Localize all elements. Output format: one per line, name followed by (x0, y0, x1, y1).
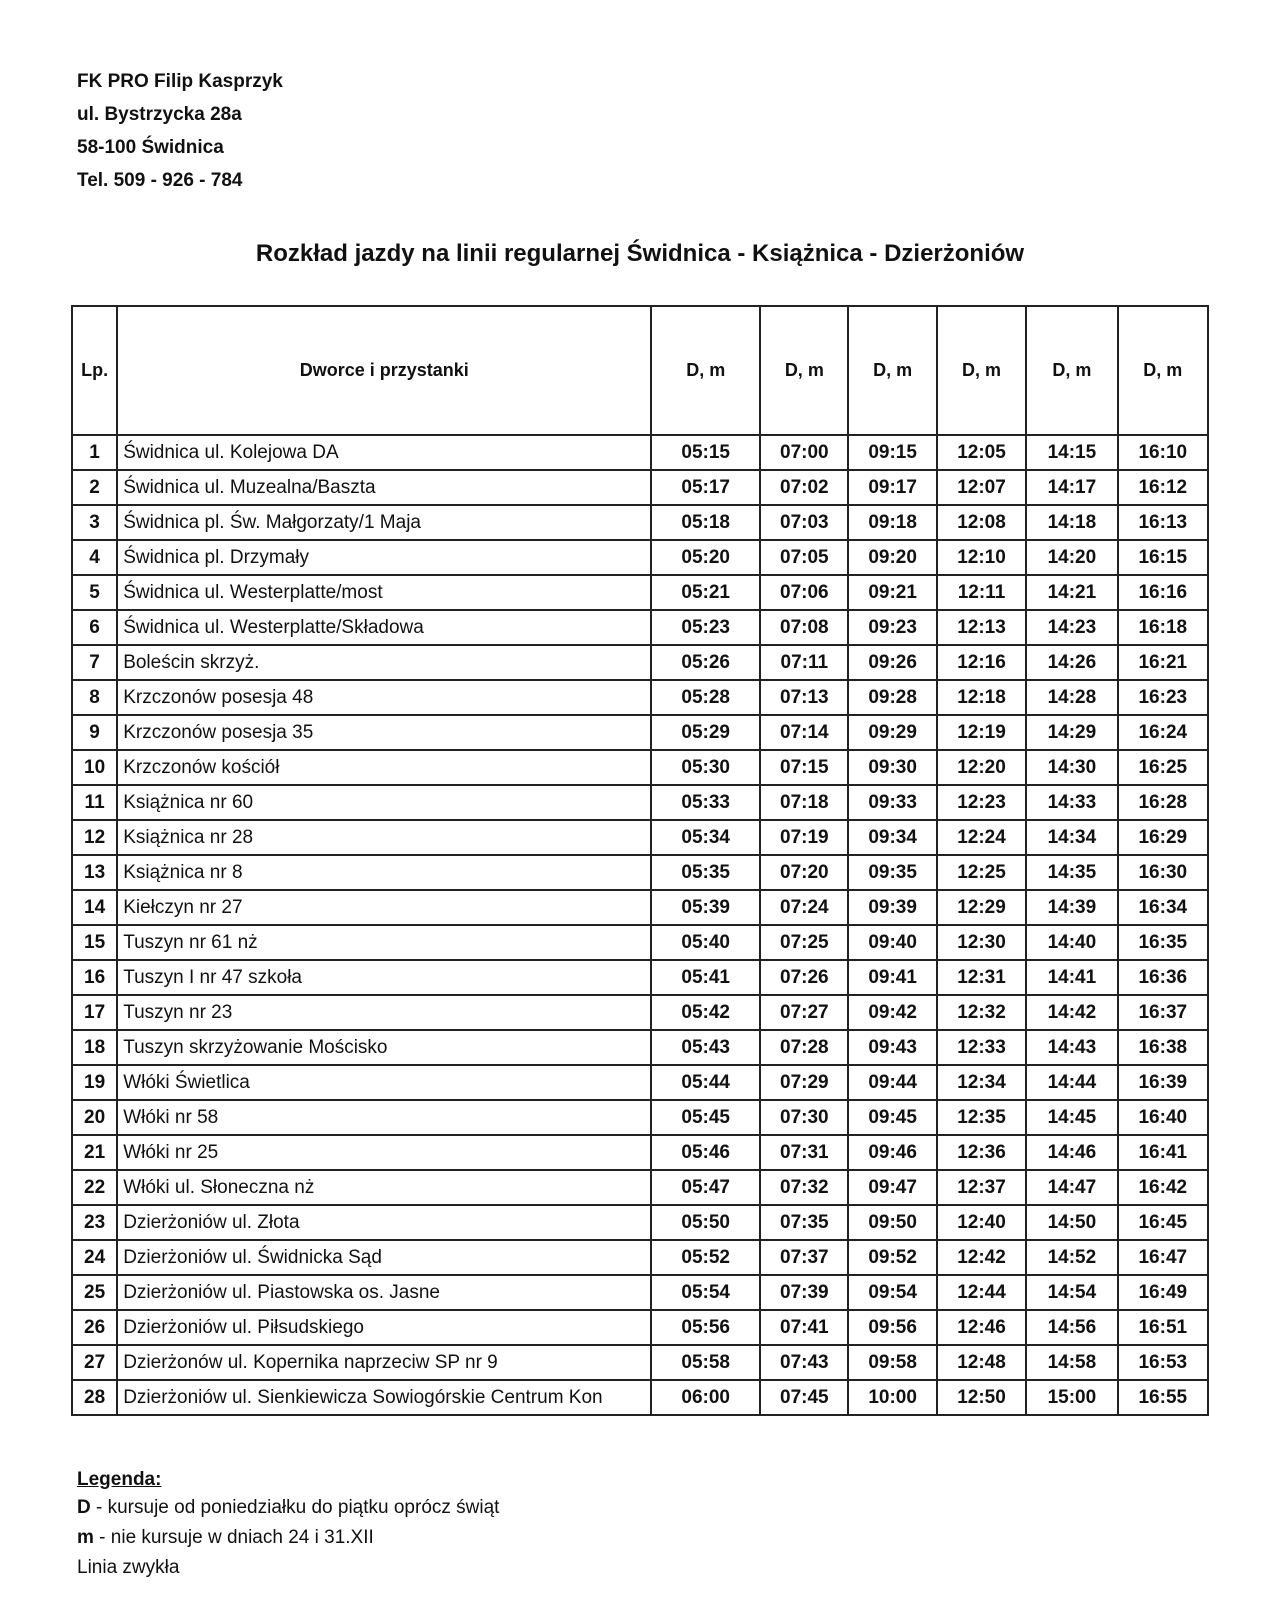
row-number: 6 (72, 610, 117, 645)
departure-time: 07:35 (760, 1205, 848, 1240)
departure-time: 05:30 (651, 750, 760, 785)
col-header-course: D, m (760, 306, 848, 435)
departure-time: 07:32 (760, 1170, 848, 1205)
departure-time: 05:44 (651, 1065, 760, 1100)
table-row (72, 1345, 1208, 1380)
departure-time: 07:00 (760, 435, 848, 470)
departure-time: 16:38 (1118, 1030, 1208, 1065)
departure-time: 16:40 (1118, 1100, 1208, 1135)
row-number: 25 (72, 1275, 117, 1310)
departure-time: 14:30 (1026, 750, 1117, 785)
departure-time: 14:21 (1026, 575, 1117, 610)
departure-time: 09:50 (848, 1205, 936, 1240)
table-row (72, 1100, 1208, 1135)
departure-time: 16:13 (1118, 505, 1208, 540)
departure-time: 07:13 (760, 680, 848, 715)
departure-time: 07:15 (760, 750, 848, 785)
departure-time: 12:34 (937, 1065, 1026, 1100)
departure-time: 09:20 (848, 540, 936, 575)
departure-time: 09:23 (848, 610, 936, 645)
table-row (72, 435, 1208, 470)
departure-time: 16:10 (1118, 435, 1208, 470)
departure-time: 16:23 (1118, 680, 1208, 715)
table-row (72, 575, 1208, 610)
row-number: 26 (72, 1310, 117, 1345)
departure-time: 07:31 (760, 1135, 848, 1170)
row-number: 28 (72, 1380, 117, 1415)
departure-time: 16:18 (1118, 610, 1208, 645)
row-number: 10 (72, 750, 117, 785)
stop-name: Boleścin skrzyż. (117, 645, 651, 680)
departure-time: 12:31 (937, 960, 1026, 995)
departure-time: 14:52 (1026, 1240, 1117, 1275)
departure-time: 07:27 (760, 995, 848, 1030)
departure-time: 12:10 (937, 540, 1026, 575)
departure-time: 05:35 (651, 855, 760, 890)
row-number: 2 (72, 470, 117, 505)
company-street: ul. Bystrzycka 28a (77, 104, 242, 125)
stop-name: Krzczonów posesja 35 (117, 715, 651, 750)
departure-time: 05:39 (651, 890, 760, 925)
company-city: 58-100 Świdnica (77, 137, 224, 158)
table-row (72, 540, 1208, 575)
table-row (72, 1135, 1208, 1170)
departure-time: 12:23 (937, 785, 1026, 820)
departure-time: 09:26 (848, 645, 936, 680)
departure-time: 05:15 (651, 435, 760, 470)
departure-time: 07:14 (760, 715, 848, 750)
table-row (72, 505, 1208, 540)
departure-time: 07:28 (760, 1030, 848, 1065)
departure-time: 09:47 (848, 1170, 936, 1205)
row-number: 13 (72, 855, 117, 890)
departure-time: 12:08 (937, 505, 1026, 540)
stop-name: Książnica nr 8 (117, 855, 651, 890)
departure-time: 07:19 (760, 820, 848, 855)
departure-time: 14:35 (1026, 855, 1117, 890)
departure-time: 05:56 (651, 1310, 760, 1345)
departure-time: 12:25 (937, 855, 1026, 890)
row-number: 1 (72, 435, 117, 470)
departure-time: 16:35 (1118, 925, 1208, 960)
table-row (72, 1205, 1208, 1240)
stop-name: Książnica nr 60 (117, 785, 651, 820)
stop-name: Tuszyn skrzyżowanie Mościsko (117, 1030, 651, 1065)
departure-time: 09:52 (848, 1240, 936, 1275)
table-row (72, 750, 1208, 785)
departure-time: 07:29 (760, 1065, 848, 1100)
page-title: Rozkład jazdy na linii regularnej Świdnica - Książnica - Dzierżoniów (255, 240, 1025, 267)
stop-name: Świdnica ul. Muzealna/Baszta (117, 470, 651, 505)
departure-time: 05:26 (651, 645, 760, 680)
departure-time: 14:26 (1026, 645, 1117, 680)
stop-name: Krzczonów kościół (117, 750, 651, 785)
stop-name: Dzierżoniów ul. Złota (117, 1205, 651, 1240)
departure-time: 09:17 (848, 470, 936, 505)
departure-time: 14:45 (1026, 1100, 1117, 1135)
departure-time: 12:42 (937, 1240, 1026, 1275)
stop-name: Tuszyn I nr 47 szkoła (117, 960, 651, 995)
departure-time: 09:34 (848, 820, 936, 855)
table-row (72, 715, 1208, 750)
departure-time: 05:23 (651, 610, 760, 645)
row-number: 3 (72, 505, 117, 540)
departure-time: 12:33 (937, 1030, 1026, 1065)
row-number: 9 (72, 715, 117, 750)
table-row (72, 855, 1208, 890)
row-number: 16 (72, 960, 117, 995)
departure-time: 14:34 (1026, 820, 1117, 855)
departure-time: 09:41 (848, 960, 936, 995)
row-number: 5 (72, 575, 117, 610)
departure-time: 10:00 (848, 1380, 936, 1415)
row-number: 19 (72, 1065, 117, 1100)
legend-text-m: - nie kursuje w dniach 24 i 31.XII (93, 1527, 374, 1548)
stop-name: Dzierżoniów ul. Sienkiewicza Sowiogórskie Centrum Kon (117, 1380, 651, 1415)
departure-time: 07:37 (760, 1240, 848, 1275)
stop-name: Świdnica ul. Westerplatte/most (117, 575, 651, 610)
departure-time: 09:42 (848, 995, 936, 1030)
departure-time: 07:20 (760, 855, 848, 890)
departure-time: 16:21 (1118, 645, 1208, 680)
departure-time: 05:58 (651, 1345, 760, 1380)
table-row (72, 890, 1208, 925)
table-row (72, 680, 1208, 715)
row-number: 11 (72, 785, 117, 820)
table-row (72, 960, 1208, 995)
row-number: 21 (72, 1135, 117, 1170)
departure-time: 07:45 (760, 1380, 848, 1415)
departure-time: 16:53 (1118, 1345, 1208, 1380)
departure-time: 05:42 (651, 995, 760, 1030)
departure-time: 06:00 (651, 1380, 760, 1415)
departure-time: 12:07 (937, 470, 1026, 505)
stop-name: Dzierżoniów ul. Piłsudskiego (117, 1310, 651, 1345)
departure-time: 09:29 (848, 715, 936, 750)
departure-time: 14:39 (1026, 890, 1117, 925)
departure-time: 07:11 (760, 645, 848, 680)
legend-line-type: Linia zwykła (77, 1557, 180, 1578)
departure-time: 09:44 (848, 1065, 936, 1100)
stop-name: Włóki nr 58 (117, 1100, 651, 1135)
company-phone: Tel. 509 - 926 - 784 (77, 170, 243, 191)
departure-time: 15:00 (1026, 1380, 1117, 1415)
departure-time: 12:35 (937, 1100, 1026, 1135)
departure-time: 12:19 (937, 715, 1026, 750)
departure-time: 16:41 (1118, 1135, 1208, 1170)
table-row (72, 1380, 1208, 1415)
departure-time: 16:25 (1118, 750, 1208, 785)
departure-time: 14:58 (1026, 1345, 1117, 1380)
table-header-row (72, 306, 1208, 435)
departure-time: 14:40 (1026, 925, 1117, 960)
departure-time: 05:17 (651, 470, 760, 505)
stop-name: Tuszyn nr 23 (117, 995, 651, 1030)
departure-time: 05:29 (651, 715, 760, 750)
stop-name: Świdnica pl. Św. Małgorzaty/1 Maja (117, 505, 651, 540)
departure-time: 16:16 (1118, 575, 1208, 610)
departure-time: 07:39 (760, 1275, 848, 1310)
departure-time: 14:56 (1026, 1310, 1117, 1345)
departure-time: 07:18 (760, 785, 848, 820)
departure-time: 05:40 (651, 925, 760, 960)
departure-time: 09:46 (848, 1135, 936, 1170)
col-header-course: D, m (1026, 306, 1117, 435)
col-header-course: D, m (937, 306, 1026, 435)
legend-heading: Legenda: (77, 1469, 162, 1490)
departure-time: 12:46 (937, 1310, 1026, 1345)
departure-time: 09:54 (848, 1275, 936, 1310)
departure-time: 12:20 (937, 750, 1026, 785)
departure-time: 12:11 (937, 575, 1026, 610)
row-number: 17 (72, 995, 117, 1030)
stop-name: Włóki nr 25 (117, 1135, 651, 1170)
departure-time: 12:44 (937, 1275, 1026, 1310)
table-row (72, 1065, 1208, 1100)
departure-time: 14:33 (1026, 785, 1117, 820)
departure-time: 16:36 (1118, 960, 1208, 995)
table-row (72, 1170, 1208, 1205)
stop-name: Świdnica ul. Kolejowa DA (117, 435, 651, 470)
departure-time: 05:21 (651, 575, 760, 610)
table-row (72, 1275, 1208, 1310)
row-number: 12 (72, 820, 117, 855)
stop-name: Świdnica ul. Westerplatte/Składowa (117, 610, 651, 645)
departure-time: 07:03 (760, 505, 848, 540)
stop-name: Włóki ul. Słoneczna nż (117, 1170, 651, 1205)
departure-time: 05:46 (651, 1135, 760, 1170)
departure-time: 07:43 (760, 1345, 848, 1380)
table-row (72, 820, 1208, 855)
row-number: 24 (72, 1240, 117, 1275)
departure-time: 07:08 (760, 610, 848, 645)
col-header-lp: Lp. (72, 306, 117, 435)
departure-time: 16:51 (1118, 1310, 1208, 1345)
departure-time: 16:37 (1118, 995, 1208, 1030)
stop-name: Włóki Świetlica (117, 1065, 651, 1100)
row-number: 23 (72, 1205, 117, 1240)
departure-time: 16:30 (1118, 855, 1208, 890)
timetable (71, 305, 1209, 1416)
table-row (72, 1030, 1208, 1065)
departure-time: 09:40 (848, 925, 936, 960)
departure-time: 14:18 (1026, 505, 1117, 540)
departure-time: 09:21 (848, 575, 936, 610)
departure-time: 07:30 (760, 1100, 848, 1135)
row-number: 18 (72, 1030, 117, 1065)
departure-time: 09:43 (848, 1030, 936, 1065)
departure-time: 05:20 (651, 540, 760, 575)
departure-time: 16:39 (1118, 1065, 1208, 1100)
legend-key-d: D (77, 1497, 91, 1518)
stop-name: Dzierżonów ul. Kopernika naprzeciw SP nr 9 (117, 1345, 651, 1380)
departure-time: 05:34 (651, 820, 760, 855)
departure-time: 14:46 (1026, 1135, 1117, 1170)
row-number: 27 (72, 1345, 117, 1380)
departure-time: 14:17 (1026, 470, 1117, 505)
departure-time: 12:30 (937, 925, 1026, 960)
departure-time: 09:39 (848, 890, 936, 925)
departure-time: 16:42 (1118, 1170, 1208, 1205)
departure-time: 09:45 (848, 1100, 936, 1135)
stop-name: Świdnica pl. Drzymały (117, 540, 651, 575)
table-row (72, 1240, 1208, 1275)
departure-time: 12:37 (937, 1170, 1026, 1205)
table-row (72, 925, 1208, 960)
departure-time: 14:23 (1026, 610, 1117, 645)
departure-time: 05:47 (651, 1170, 760, 1205)
departure-time: 07:06 (760, 575, 848, 610)
table-row (72, 995, 1208, 1030)
stop-name: Dzierżoniów ul. Piastowska os. Jasne (117, 1275, 651, 1310)
row-number: 7 (72, 645, 117, 680)
row-number: 14 (72, 890, 117, 925)
table-row (72, 785, 1208, 820)
departure-time: 16:55 (1118, 1380, 1208, 1415)
legend (77, 1465, 499, 1583)
departure-time: 16:34 (1118, 890, 1208, 925)
legend-item-m (77, 1523, 499, 1553)
departure-time: 14:43 (1026, 1030, 1117, 1065)
departure-time: 12:29 (937, 890, 1026, 925)
departure-time: 12:48 (937, 1345, 1026, 1380)
departure-time: 09:15 (848, 435, 936, 470)
stop-name: Książnica nr 28 (117, 820, 651, 855)
departure-time: 14:29 (1026, 715, 1117, 750)
departure-time: 09:35 (848, 855, 936, 890)
table-row (72, 1310, 1208, 1345)
departure-time: 14:50 (1026, 1205, 1117, 1240)
departure-time: 05:43 (651, 1030, 760, 1065)
row-number: 20 (72, 1100, 117, 1135)
departure-time: 09:58 (848, 1345, 936, 1380)
departure-time: 16:29 (1118, 820, 1208, 855)
departure-time: 09:56 (848, 1310, 936, 1345)
stop-name: Krzczonów posesja 48 (117, 680, 651, 715)
departure-time: 14:28 (1026, 680, 1117, 715)
stop-name: Dzierżoniów ul. Świdnicka Sąd (117, 1240, 651, 1275)
departure-time: 12:40 (937, 1205, 1026, 1240)
departure-time: 07:41 (760, 1310, 848, 1345)
departure-time: 05:18 (651, 505, 760, 540)
departure-time: 07:26 (760, 960, 848, 995)
row-number: 4 (72, 540, 117, 575)
departure-time: 12:18 (937, 680, 1026, 715)
departure-time: 05:52 (651, 1240, 760, 1275)
departure-time: 16:12 (1118, 470, 1208, 505)
departure-time: 07:02 (760, 470, 848, 505)
stop-name: Kiełczyn nr 27 (117, 890, 651, 925)
departure-time: 07:25 (760, 925, 848, 960)
table-row (72, 470, 1208, 505)
row-number: 15 (72, 925, 117, 960)
departure-time: 05:50 (651, 1205, 760, 1240)
timetable-body (72, 435, 1208, 1415)
departure-time: 12:05 (937, 435, 1026, 470)
legend-key-m: m (77, 1527, 94, 1548)
col-header-course: D, m (651, 306, 760, 435)
departure-time: 12:16 (937, 645, 1026, 680)
departure-time: 09:28 (848, 680, 936, 715)
departure-time: 16:28 (1118, 785, 1208, 820)
col-header-stops: Dworce i przystanki (117, 306, 651, 435)
departure-time: 05:28 (651, 680, 760, 715)
departure-time: 09:33 (848, 785, 936, 820)
departure-time: 14:15 (1026, 435, 1117, 470)
table-row (72, 610, 1208, 645)
table-row (72, 645, 1208, 680)
departure-time: 12:13 (937, 610, 1026, 645)
departure-time: 16:47 (1118, 1240, 1208, 1275)
row-number: 22 (72, 1170, 117, 1205)
col-header-course: D, m (848, 306, 936, 435)
departure-time: 16:15 (1118, 540, 1208, 575)
row-number: 8 (72, 680, 117, 715)
departure-time: 05:45 (651, 1100, 760, 1135)
departure-time: 12:36 (937, 1135, 1026, 1170)
stop-name: Tuszyn nr 61 nż (117, 925, 651, 960)
departure-time: 09:30 (848, 750, 936, 785)
departure-time: 14:42 (1026, 995, 1117, 1030)
departure-time: 07:24 (760, 890, 848, 925)
departure-time: 09:18 (848, 505, 936, 540)
company-name: FK PRO Filip Kasprzyk (77, 71, 283, 92)
departure-time: 14:20 (1026, 540, 1117, 575)
departure-time: 12:50 (937, 1380, 1026, 1415)
departure-time: 16:24 (1118, 715, 1208, 750)
col-header-course: D, m (1118, 306, 1208, 435)
departure-time: 14:44 (1026, 1065, 1117, 1100)
departure-time: 14:47 (1026, 1170, 1117, 1205)
company-header (77, 70, 283, 202)
departure-time: 05:41 (651, 960, 760, 995)
departure-time: 16:45 (1118, 1205, 1208, 1240)
departure-time: 14:54 (1026, 1275, 1117, 1310)
departure-time: 16:49 (1118, 1275, 1208, 1310)
departure-time: 14:41 (1026, 960, 1117, 995)
departure-time: 07:05 (760, 540, 848, 575)
legend-item-d (77, 1493, 499, 1523)
departure-time: 05:54 (651, 1275, 760, 1310)
departure-time: 12:24 (937, 820, 1026, 855)
departure-time: 12:32 (937, 995, 1026, 1030)
departure-time: 05:33 (651, 785, 760, 820)
legend-text-d: - kursuje od poniedziałku do piątku oprócz świąt (90, 1497, 500, 1518)
